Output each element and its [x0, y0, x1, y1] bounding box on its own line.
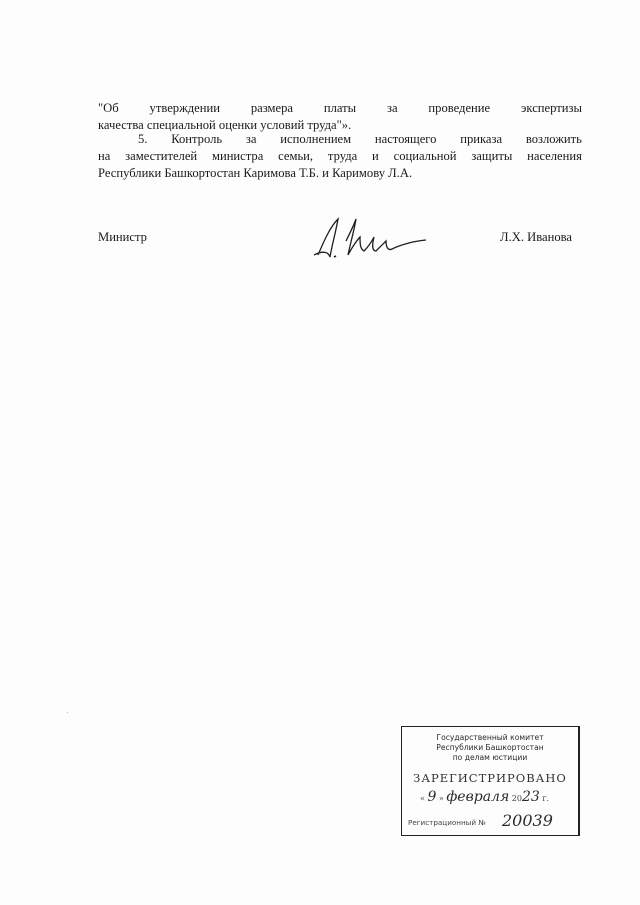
paragraph-5-line3: Республики Башкортостан Каримова Т.Б. и Каримову Л.А.: [98, 166, 413, 180]
stamp-registered: ЗАРЕГИСТРИРОВАНО: [413, 771, 567, 785]
stamp-line1: Государственный комитет: [436, 733, 544, 742]
handwritten-signature: [310, 211, 430, 263]
paragraph-continuation-line2: качества специальной оценки условий труда"».: [98, 118, 352, 132]
stamp-line3: по делам юстиции: [452, 753, 528, 762]
paragraph-5-line2: на заместителей министра семьи, труда и социальной защиты населения: [98, 149, 582, 163]
paragraph-continuation-line1: "Об утверждении размера платы за проведение экспертизы: [98, 101, 582, 115]
signer-name: Л.Х. Иванова: [500, 230, 572, 244]
stamp-line2: Республики Башкортостан: [436, 743, 544, 752]
stamp-month: февраля: [446, 789, 510, 805]
stamp-number-label: Регистрационный №: [408, 818, 486, 827]
stamp-number: 20039: [502, 811, 553, 830]
stamp-year: 23: [521, 789, 540, 805]
scan-mark: [67, 712, 68, 713]
paragraph-continuation: [98, 100, 582, 134]
paragraph-5: [98, 131, 582, 182]
registration-stamp: [401, 726, 580, 836]
stamp-year-prefix: 20: [511, 794, 522, 803]
stamp-date: « 9 » февраля 2023 г.: [420, 789, 550, 805]
signer-title: Министр: [98, 230, 147, 244]
stamp-day: 9: [427, 789, 437, 805]
stamp-year-suffix: г.: [542, 794, 550, 803]
paragraph-5-line1: 5. Контроль за исполнением настоящего приказа возложить: [138, 132, 582, 146]
